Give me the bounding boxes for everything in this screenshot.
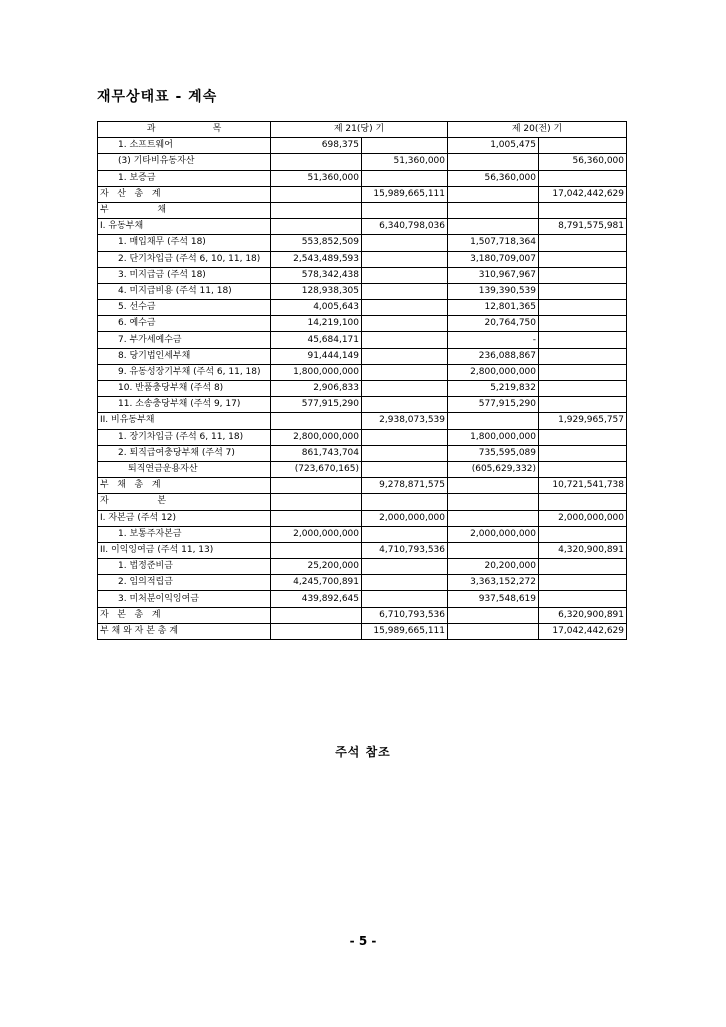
prior-total-amount [539,591,627,607]
prior-detail-amount [448,154,539,170]
prior-total-amount [539,494,627,510]
row-label: II. 이익잉여금 (주석 11, 13) [98,542,271,558]
row-label: 자 본 [98,494,271,510]
current-detail-amount: 2,543,489,593 [271,251,362,267]
current-detail-amount: 128,938,305 [271,283,362,299]
table-row [98,219,627,235]
balance-sheet-table [97,121,627,640]
current-total-amount [362,429,448,445]
row-label: 6. 예수금 [98,316,271,332]
current-detail-amount: 14,219,100 [271,316,362,332]
row-label: II. 비유동부채 [98,413,271,429]
row-label: 11. 소송충당부채 (주석 9, 17) [98,397,271,413]
prior-total-amount [539,364,627,380]
prior-detail-amount: 1,005,475 [448,138,539,154]
current-total-amount [362,445,448,461]
prior-detail-amount: 577,915,290 [448,397,539,413]
prior-total-amount [539,445,627,461]
prior-detail-amount [448,186,539,202]
current-detail-amount: 698,375 [271,138,362,154]
prior-detail-amount: 310,967,967 [448,267,539,283]
current-total-amount: 6,340,798,036 [362,219,448,235]
table-row [98,542,627,558]
prior-total-amount: 56,360,000 [539,154,627,170]
table-row [98,381,627,397]
current-detail-amount [271,607,362,623]
row-label: 1. 장기차입금 (주석 6, 11, 18) [98,429,271,445]
table-row [98,607,627,623]
prior-detail-amount [448,510,539,526]
prior-detail-amount [448,202,539,218]
current-total-amount: 9,278,871,575 [362,478,448,494]
current-detail-amount [271,542,362,558]
current-detail-amount: 4,245,700,891 [271,575,362,591]
current-detail-amount: 553,852,509 [271,235,362,251]
current-detail-amount: 4,005,643 [271,300,362,316]
current-detail-amount [271,219,362,235]
prior-total-amount [539,461,627,477]
row-label: 9. 유동성장기부채 (주석 6, 11, 18) [98,364,271,380]
prior-total-amount [539,235,627,251]
table-row [98,235,627,251]
current-total-amount [362,316,448,332]
current-total-amount [362,461,448,477]
current-total-amount [362,526,448,542]
current-detail-amount: 861,743,704 [271,445,362,461]
prior-total-amount [539,397,627,413]
table-row [98,283,627,299]
current-total-amount [362,575,448,591]
current-total-amount [362,251,448,267]
prior-total-amount: 17,042,442,629 [539,623,627,639]
current-detail-amount: 51,360,000 [271,170,362,186]
prior-total-amount: 8,791,575,981 [539,219,627,235]
current-total-amount [362,348,448,364]
current-detail-amount [271,478,362,494]
prior-total-amount: 4,320,900,891 [539,542,627,558]
prior-detail-amount [448,478,539,494]
prior-total-amount [539,251,627,267]
prior-detail-amount: 20,200,000 [448,559,539,575]
current-total-amount: 15,989,665,111 [362,186,448,202]
prior-total-amount [539,526,627,542]
row-label: 3. 미처분이익잉여금 [98,591,271,607]
row-label: 7. 부가세예수금 [98,332,271,348]
current-detail-amount: 91,444,149 [271,348,362,364]
row-label: 1. 보증금 [98,170,271,186]
table-row [98,170,627,186]
current-detail-amount: 1,800,000,000 [271,364,362,380]
current-detail-amount: 2,906,833 [271,381,362,397]
current-detail-amount: (723,670,165) [271,461,362,477]
table-row [98,364,627,380]
prior-total-amount [539,348,627,364]
current-total-amount: 51,360,000 [362,154,448,170]
table-row [98,186,627,202]
table-row [98,138,627,154]
prior-total-amount [539,316,627,332]
current-detail-amount: 578,342,438 [271,267,362,283]
prior-total-amount: 2,000,000,000 [539,510,627,526]
prior-detail-amount: 2,800,000,000 [448,364,539,380]
current-total-amount [362,364,448,380]
header-current-period: 제 21(당) 기 [271,122,448,138]
table-row [98,559,627,575]
prior-total-amount [539,170,627,186]
current-detail-amount [271,494,362,510]
table-row [98,202,627,218]
current-total-amount [362,283,448,299]
current-total-amount: 6,710,793,536 [362,607,448,623]
row-label: 2. 임의적립금 [98,575,271,591]
current-detail-amount [271,623,362,639]
header-prior-period: 제 20(전) 기 [448,122,627,138]
prior-detail-amount: 56,360,000 [448,170,539,186]
row-label: 1. 보통주자본금 [98,526,271,542]
prior-detail-amount: 1,800,000,000 [448,429,539,445]
table-row [98,494,627,510]
current-total-amount [362,494,448,510]
prior-detail-amount: 1,507,718,364 [448,235,539,251]
current-detail-amount: 2,800,000,000 [271,429,362,445]
row-label: 부 채 와 자 본 총 계 [98,623,271,639]
row-label: 자 산 총 계 [98,186,271,202]
row-label: 퇴직연금운용자산 [98,461,271,477]
table-row [98,526,627,542]
table-row [98,251,627,267]
prior-detail-amount [448,494,539,510]
row-label: 8. 당기법인세부채 [98,348,271,364]
current-total-amount [362,397,448,413]
prior-detail-amount: 12,801,365 [448,300,539,316]
prior-detail-amount [448,607,539,623]
table-row [98,445,627,461]
row-label: 4. 미지급비용 (주석 11, 18) [98,283,271,299]
header-account: 과 목 [98,122,271,138]
prior-detail-amount: 20,764,750 [448,316,539,332]
row-label: 1. 매입채무 (주석 18) [98,235,271,251]
page-title: 재무상태표 - 계속 [97,89,218,105]
prior-total-amount [539,267,627,283]
prior-total-amount [539,559,627,575]
table-row [98,461,627,477]
row-label: 5. 선수금 [98,300,271,316]
current-detail-amount [271,510,362,526]
table-row [98,300,627,316]
row-label: (3) 기타비유동자산 [98,154,271,170]
current-detail-amount [271,413,362,429]
table-body [98,138,627,640]
prior-detail-amount: 735,595,089 [448,445,539,461]
current-total-amount [362,138,448,154]
row-label: 부 채 총 계 [98,478,271,494]
prior-detail-amount: 236,088,867 [448,348,539,364]
table-row [98,348,627,364]
current-detail-amount: 45,684,171 [271,332,362,348]
prior-total-amount: 1,929,965,757 [539,413,627,429]
current-total-amount [362,300,448,316]
current-total-amount: 4,710,793,536 [362,542,448,558]
current-total-amount: 2,000,000,000 [362,510,448,526]
table-row [98,478,627,494]
prior-detail-amount: 5,219,832 [448,381,539,397]
table-row [98,591,627,607]
prior-detail-amount [448,542,539,558]
table-header-row [98,122,627,138]
row-label: 1. 법정준비금 [98,559,271,575]
prior-total-amount [539,429,627,445]
current-detail-amount: 25,200,000 [271,559,362,575]
row-label: 10. 반품충당부채 (주석 8) [98,381,271,397]
prior-detail-amount: (605,629,332) [448,461,539,477]
current-total-amount: 15,989,665,111 [362,623,448,639]
current-detail-amount [271,154,362,170]
footnote-reference: 주석 참조 [335,745,391,759]
prior-total-amount [539,202,627,218]
page-number: - 5 - [349,934,377,948]
prior-total-amount [539,575,627,591]
prior-total-amount: 10,721,541,738 [539,478,627,494]
table-row [98,397,627,413]
row-label: 2. 단기차입금 (주석 6, 10, 11, 18) [98,251,271,267]
current-detail-amount: 577,915,290 [271,397,362,413]
row-label: I. 유동부채 [98,219,271,235]
prior-detail-amount: 937,548,619 [448,591,539,607]
table-row [98,510,627,526]
table-row [98,316,627,332]
current-total-amount [362,202,448,218]
prior-detail-amount: 2,000,000,000 [448,526,539,542]
prior-detail-amount [448,623,539,639]
row-label: 1. 소프트웨어 [98,138,271,154]
row-label: 자 본 총 계 [98,607,271,623]
row-label: 부 채 [98,202,271,218]
current-total-amount [362,235,448,251]
current-total-amount [362,332,448,348]
row-label: I. 자본금 (주석 12) [98,510,271,526]
prior-total-amount [539,138,627,154]
table-row [98,575,627,591]
prior-total-amount [539,332,627,348]
table-row [98,429,627,445]
table-row [98,332,627,348]
prior-detail-amount: 139,390,539 [448,283,539,299]
current-total-amount [362,381,448,397]
prior-total-amount: 6,320,900,891 [539,607,627,623]
prior-total-amount [539,283,627,299]
table-row [98,154,627,170]
row-label: 3. 미지급금 (주석 18) [98,267,271,283]
prior-total-amount: 17,042,442,629 [539,186,627,202]
current-total-amount [362,559,448,575]
current-detail-amount: 2,000,000,000 [271,526,362,542]
current-detail-amount [271,202,362,218]
prior-detail-amount: - [448,332,539,348]
prior-total-amount [539,381,627,397]
current-detail-amount [271,186,362,202]
current-total-amount [362,267,448,283]
table-row [98,267,627,283]
current-total-amount: 2,938,073,539 [362,413,448,429]
current-total-amount [362,170,448,186]
prior-detail-amount [448,413,539,429]
table-row [98,413,627,429]
prior-detail-amount [448,219,539,235]
current-detail-amount: 439,892,645 [271,591,362,607]
current-total-amount [362,591,448,607]
row-label: 2. 퇴직급여충당부채 (주석 7) [98,445,271,461]
prior-detail-amount: 3,180,709,007 [448,251,539,267]
table-row [98,623,627,639]
prior-detail-amount: 3,363,152,272 [448,575,539,591]
prior-total-amount [539,300,627,316]
